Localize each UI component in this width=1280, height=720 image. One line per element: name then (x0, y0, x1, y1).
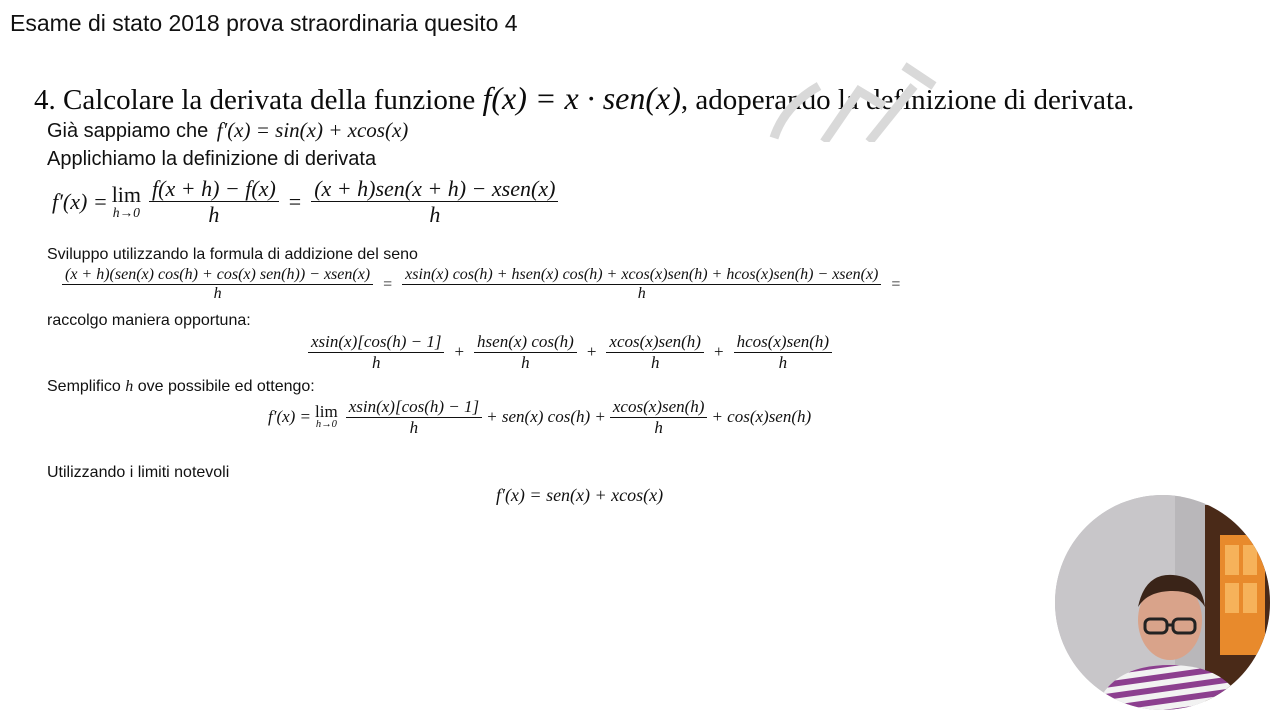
grp-term-2 (474, 332, 577, 372)
question-number: 4. (34, 84, 56, 116)
simp-middle: + sen(x) cos(h) + (486, 407, 606, 427)
question-text-before: Calcolare la derivata della funzione (63, 84, 476, 116)
def-fraction-1 (149, 176, 279, 228)
simp-num-1: xsin(x)[cos(h) − 1] (346, 397, 482, 418)
notable-limits-intro: Utilizzando i limiti notevoli (47, 464, 230, 481)
def-limit (111, 181, 142, 220)
simplify-post: ove possibile ed ottengo: (137, 378, 315, 395)
definition-intro: Applichiamo la definizione di derivata (47, 148, 377, 170)
presenter-avatar-icon (1055, 495, 1270, 710)
exp-den-1: h (213, 285, 222, 303)
watermark-graphic (764, 46, 939, 142)
slide-title: Esame di stato 2018 prova straordinaria quesito 4 (10, 10, 518, 36)
grp-num-3: xcos(x)sen(h) (606, 332, 704, 353)
known-derivative-formula: f′(x) = sin(x) + xcos(x) (216, 118, 409, 142)
grp-term-4 (734, 332, 833, 372)
simp-lim-sub: h→0 (315, 419, 337, 431)
exp-fraction-1 (62, 266, 373, 304)
exp-equals-2: = (891, 275, 901, 293)
def-fraction-2 (311, 176, 558, 228)
known-derivative-text: Già sappiamo che (47, 120, 209, 142)
exp-equals-1: = (383, 275, 393, 293)
grp-term-1 (308, 332, 444, 372)
def-lim-sub: h→0 (112, 204, 140, 220)
simplify-var: h (125, 378, 134, 395)
final-result: f′(x) = sen(x) + xcos(x) (496, 485, 664, 505)
grp-num-1: xsin(x)[cos(h) − 1] (308, 332, 444, 353)
def-den-2: h (429, 202, 441, 228)
watermark-shape (764, 46, 939, 142)
grp-num-4: hcos(x)sen(h) (734, 332, 833, 353)
known-derivative-line (47, 118, 408, 143)
exp-num-1: (x + h)(sen(x) cos(h) + cos(x) sen(h)) − xsen(x) (62, 266, 373, 285)
grp-den-1: h (371, 352, 381, 372)
presenter-webcam (1055, 495, 1270, 710)
grouping-expression (304, 332, 836, 372)
simplify-intro (47, 378, 315, 396)
def-den-1: h (208, 202, 220, 228)
question-statement (34, 80, 1134, 117)
simp-term-3 (610, 397, 708, 437)
grp-plus-1: + (454, 342, 465, 362)
question-formula: f(x) = x · sen(x) (482, 80, 681, 116)
simplified-equation (268, 397, 811, 437)
simp-lhs: f′(x) = (268, 407, 312, 427)
simp-limit (315, 403, 338, 431)
grp-den-2: h (521, 352, 530, 372)
grp-den-4: h (778, 352, 788, 372)
grp-term-3 (606, 332, 704, 372)
exp-fraction-2 (402, 266, 881, 304)
grp-plus-3: + (713, 342, 724, 362)
def-lhs: f′(x) = (52, 188, 108, 214)
definition-equation (52, 176, 562, 228)
simp-den-1: h (409, 417, 419, 437)
simplify-pre: Semplifico (47, 378, 121, 395)
question-text-after: , adoperando la definizione di derivata. (680, 84, 1135, 116)
def-equals: = (288, 188, 302, 214)
simp-lim-word: lim (315, 402, 338, 422)
simp-den-3: h (654, 417, 663, 437)
exp-den-2: h (637, 285, 646, 303)
def-num-2: (x + h)sen(x + h) − xsen(x) (311, 176, 558, 202)
exp-num-2: xsin(x) cos(h) + hsen(x) cos(h) + xcos(x)sen(h) + hcos(x)sen(h) − xsen(x) (402, 266, 881, 285)
def-num-1: f(x + h) − f(x) (149, 176, 279, 202)
simp-term-1 (346, 397, 482, 437)
grp-plus-2: + (586, 342, 597, 362)
grouping-intro: raccolgo maniera opportuna: (47, 312, 251, 329)
def-lim-word: lim (111, 181, 142, 207)
simp-num-3: xcos(x)sen(h) (610, 397, 708, 418)
grp-num-2: hsen(x) cos(h) (474, 332, 577, 353)
grp-den-3: h (650, 352, 660, 372)
expansion-intro: Sviluppo utilizzando la formula di addizione del seno (47, 246, 418, 263)
expansion-equation (58, 266, 906, 304)
simp-tail: + cos(x)sen(h) (711, 407, 812, 427)
